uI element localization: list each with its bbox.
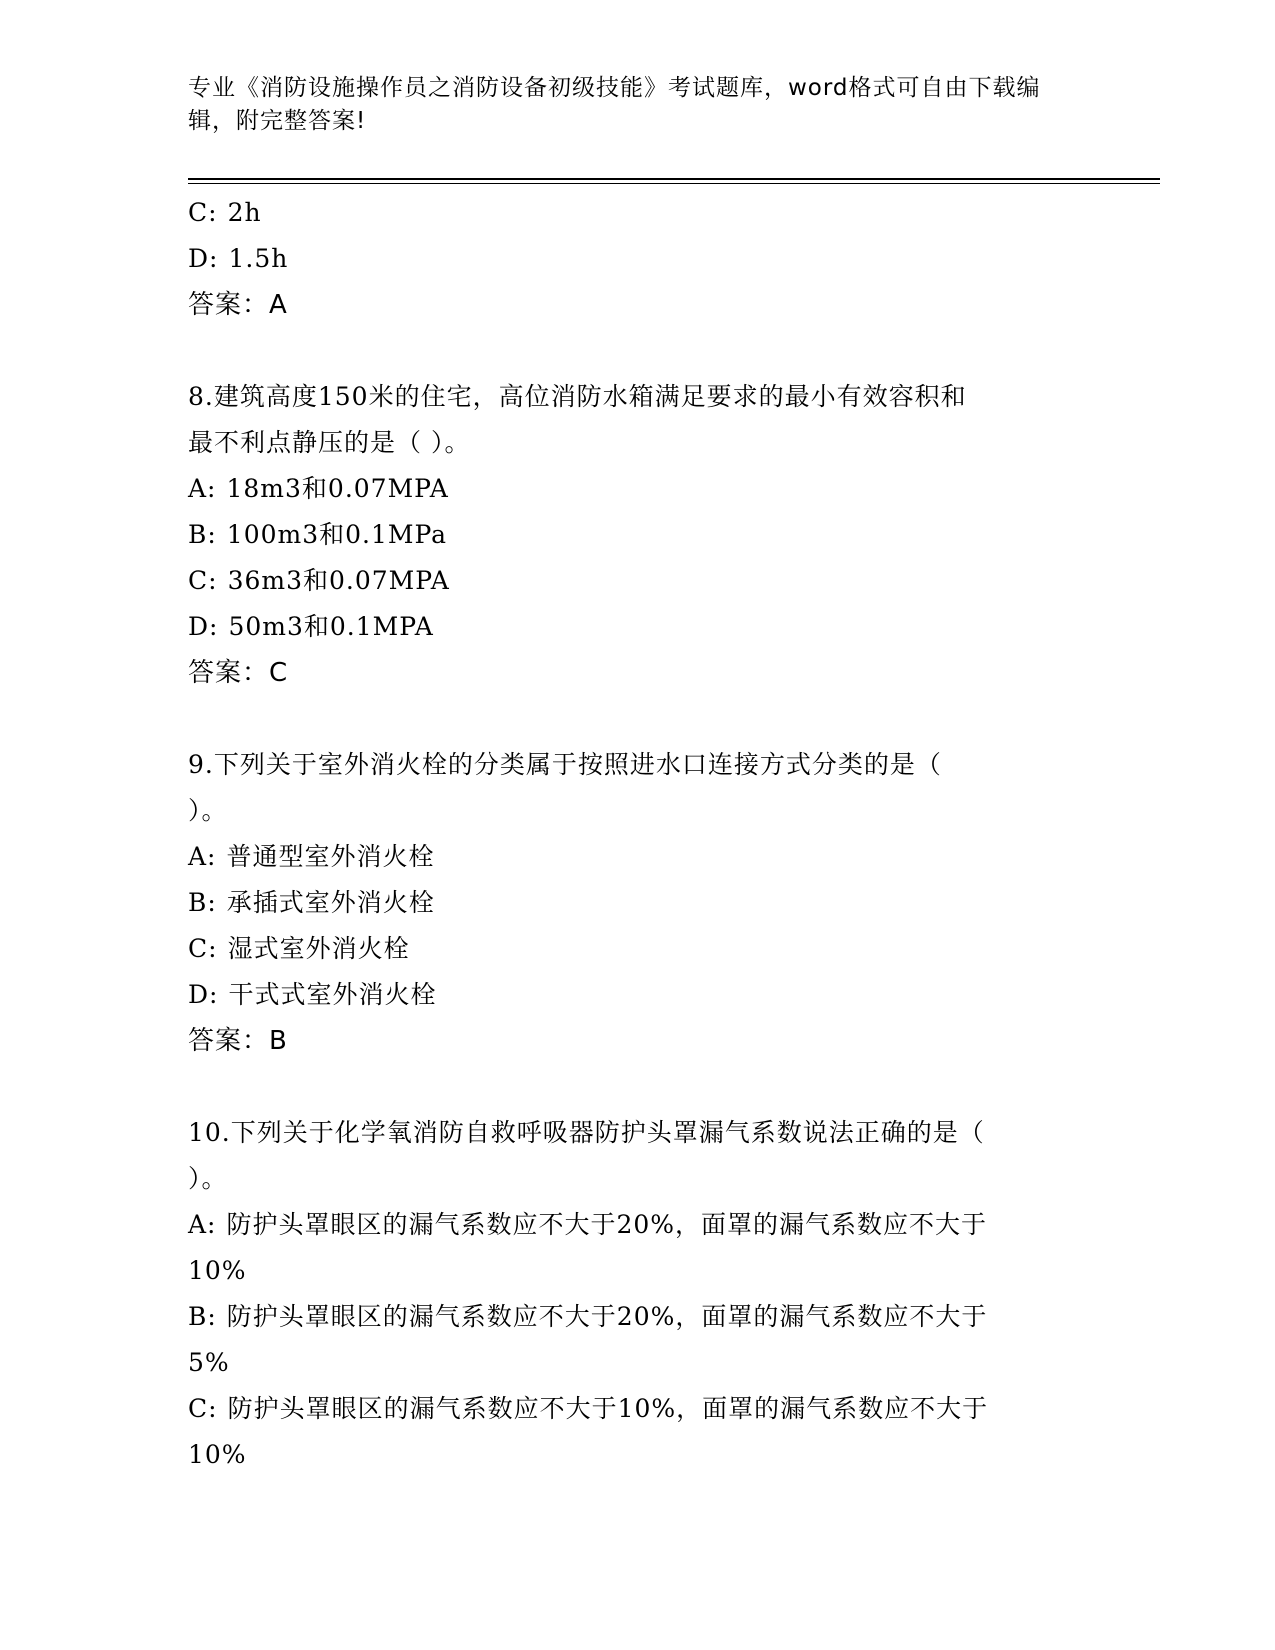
q9-option-c <box>188 926 1088 972</box>
question-list <box>188 190 1088 1478</box>
option-letter: C: <box>188 198 218 227</box>
q7-option-c <box>188 190 1088 236</box>
q8-stem-line-1: 8.建筑高度150米的住宅，高位消防水箱满足要求的最小有效容积和 <box>188 382 967 411</box>
q9-option-d <box>188 972 1088 1018</box>
q8-answer: 答案：C <box>188 658 289 688</box>
spacer <box>188 1064 1088 1110</box>
q8-option-a <box>188 466 1088 512</box>
q8-option-d <box>188 604 1088 650</box>
option-letter: A: <box>188 842 217 871</box>
header-line-1: 专业《消防设施操作员之消防设备初级技能》考试题库，word格式可自由下载编 <box>188 75 1041 101</box>
option-letter: C: <box>188 1394 218 1423</box>
option-text: 防护头罩眼区的漏气系数应不大于10%，面罩的漏气系数应不大于 <box>227 1394 989 1423</box>
option-text: 干式式室外消火栓 <box>228 980 437 1009</box>
option-letter: C: <box>188 566 218 595</box>
option-text: 50m3和0.1MPA <box>228 612 434 641</box>
option-letter: A: <box>188 474 217 503</box>
q9-option-b <box>188 880 1088 926</box>
option-text: 36m3和0.07MPA <box>227 566 450 595</box>
header-divider-thin <box>188 183 1160 184</box>
q10-option-b-line-2: 5% <box>188 1348 230 1377</box>
q8-option-b <box>188 512 1088 558</box>
spacer <box>188 328 1088 374</box>
q9-stem-line-1: 9.下列关于室外消火栓的分类属于按照进水口连接方式分类的是（ <box>188 750 942 779</box>
q10-stem-line-1: 10.下列关于化学氧消防自救呼吸器防护头罩漏气系数说法正确的是（ <box>188 1118 985 1147</box>
q7-answer: 答案：A <box>188 290 288 320</box>
q10-option-a-line-1 <box>188 1202 1088 1248</box>
q7-option-d <box>188 236 1088 282</box>
q9-answer: 答案：B <box>188 1026 288 1056</box>
q10-option-c-line-2: 10% <box>188 1440 247 1469</box>
option-text: 1.5h <box>228 244 289 273</box>
header-divider-thick <box>188 178 1160 180</box>
option-text: 2h <box>227 198 262 227</box>
option-text: 普通型室外消火栓 <box>226 842 435 871</box>
q10-stem-line-2: ）。 <box>188 1164 228 1193</box>
header-line-2: 辑，附完整答案! <box>188 108 367 134</box>
option-letter: D: <box>188 612 219 641</box>
option-text: 湿式室外消火栓 <box>227 934 410 963</box>
option-letter: B: <box>188 520 217 549</box>
option-letter: D: <box>188 980 219 1009</box>
page-header <box>188 72 1088 138</box>
q8-stem-line-2: 最不利点静压的是（ ）。 <box>188 428 471 457</box>
option-letter: B: <box>188 1302 217 1331</box>
q10-option-c-line-1 <box>188 1386 1088 1432</box>
q9-option-a <box>188 834 1088 880</box>
option-text: 承插式室外消火栓 <box>226 888 435 917</box>
q10-option-a-line-2: 10% <box>188 1256 247 1285</box>
q8-option-c <box>188 558 1088 604</box>
option-text: 18m3和0.07MPA <box>226 474 449 503</box>
option-letter: C: <box>188 934 218 963</box>
option-text: 100m3和0.1MPa <box>226 520 448 549</box>
q9-stem-line-2: ）。 <box>188 796 228 825</box>
q10-option-b-line-1 <box>188 1294 1088 1340</box>
spacer <box>188 696 1088 742</box>
option-text: 防护头罩眼区的漏气系数应不大于20%，面罩的漏气系数应不大于 <box>226 1302 988 1331</box>
option-letter: D: <box>188 244 219 273</box>
option-letter: A: <box>188 1210 217 1239</box>
option-text: 防护头罩眼区的漏气系数应不大于20%，面罩的漏气系数应不大于 <box>226 1210 988 1239</box>
option-letter: B: <box>188 888 217 917</box>
